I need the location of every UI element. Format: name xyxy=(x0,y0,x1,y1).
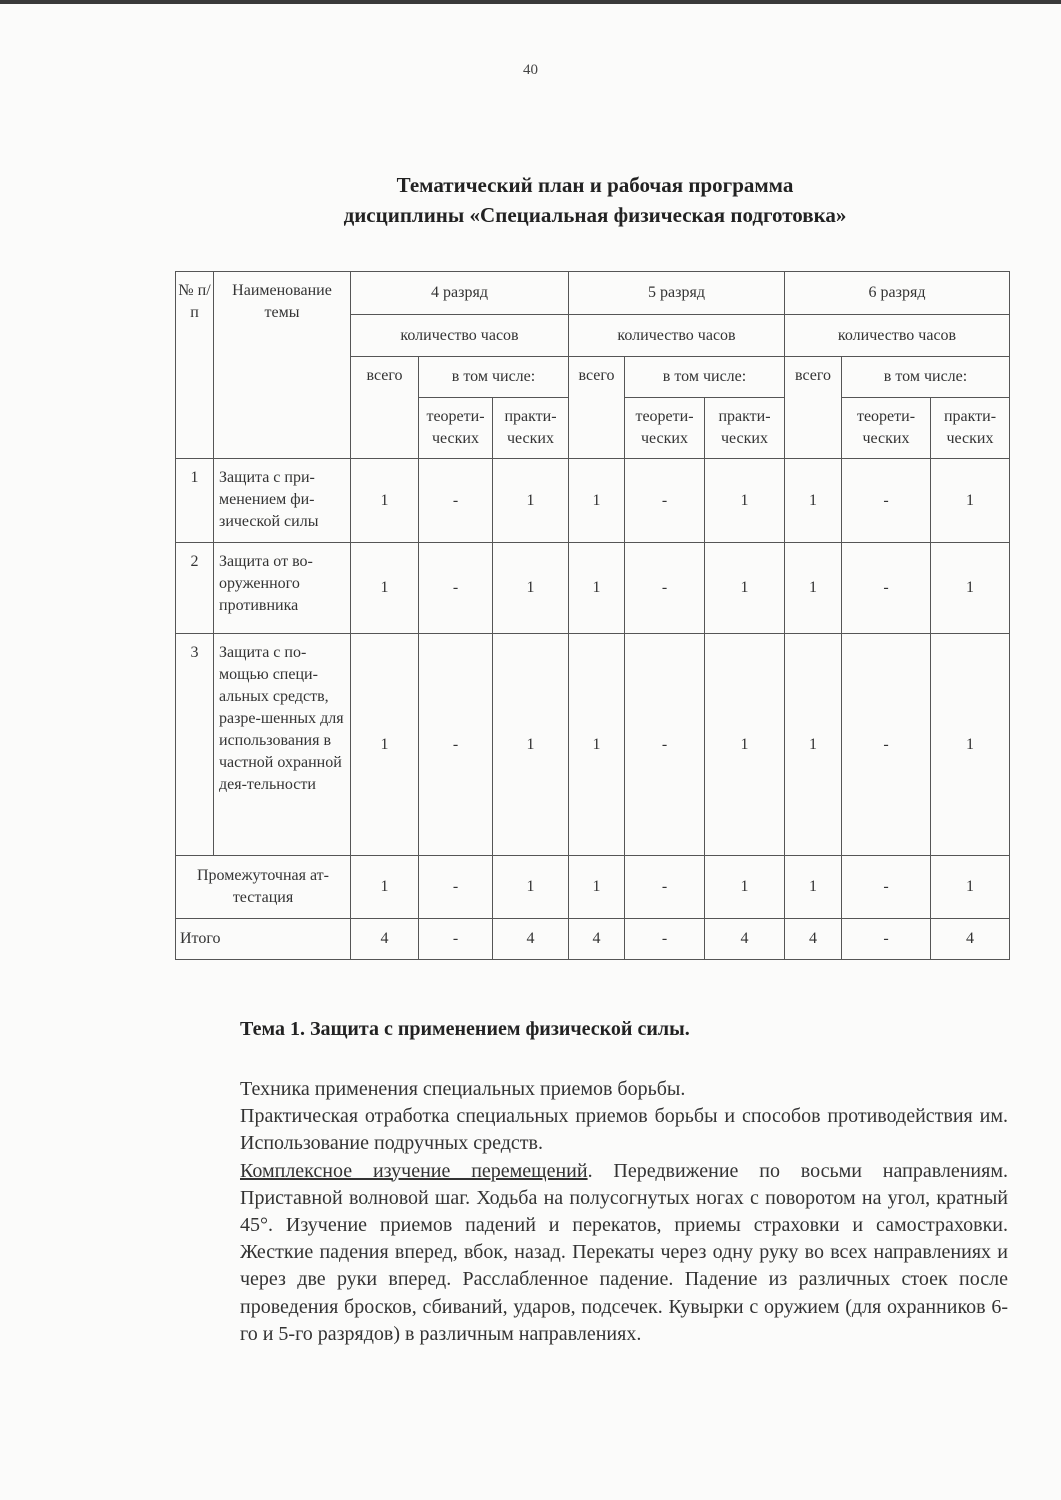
cell-value: 1 xyxy=(493,856,569,919)
cell-value: - xyxy=(625,634,705,856)
thematic-plan-table xyxy=(175,271,1010,960)
header-theory-5: теорети-ческих xyxy=(625,398,705,459)
cell-value: - xyxy=(842,459,931,543)
cell-value: - xyxy=(625,919,705,960)
cell-value: 4 xyxy=(351,919,419,960)
header-theory-6: теорети-ческих xyxy=(842,398,931,459)
header-total-6: всего xyxy=(785,357,842,459)
total-label: Итого xyxy=(176,919,351,960)
cell-value: 1 xyxy=(351,543,419,634)
row-num: 3 xyxy=(176,634,214,856)
cell-value: - xyxy=(419,856,493,919)
cell-value: 4 xyxy=(569,919,625,960)
cell-value: 1 xyxy=(569,856,625,919)
header-hours-6: количество часов xyxy=(785,315,1010,357)
cell-value: - xyxy=(625,459,705,543)
cell-value: 1 xyxy=(569,543,625,634)
cell-value: 1 xyxy=(569,634,625,856)
cell-value: - xyxy=(842,919,931,960)
cell-value: 1 xyxy=(705,459,785,543)
intermediate-label: Промежуточная ат-тестация xyxy=(176,856,351,919)
header-total-4: всего xyxy=(351,357,419,459)
header-grade-4: 4 разряд xyxy=(351,272,569,315)
cell-value: - xyxy=(842,856,931,919)
header-grade-6: 6 разряд xyxy=(785,272,1010,315)
cell-value: 1 xyxy=(493,459,569,543)
table-row xyxy=(176,634,1010,856)
table-row xyxy=(176,459,1010,543)
cell-value: 1 xyxy=(705,634,785,856)
section-body xyxy=(240,1076,1008,1348)
paragraph-1: Техника применения специальных приемов борьбы. xyxy=(240,1078,686,1100)
header-theory-4: теорети-ческих xyxy=(419,398,493,459)
section-heading: Тема 1. Защита с применением физической силы. xyxy=(240,1018,690,1040)
document-title xyxy=(0,170,1061,230)
title-line-1: Тематический план и рабочая программа xyxy=(396,173,794,197)
scan-top-border xyxy=(0,0,1061,4)
header-total-5: всего xyxy=(569,357,625,459)
cell-value: 1 xyxy=(785,856,842,919)
intermediate-row xyxy=(176,856,1010,919)
paragraph-2: Практическая отработка специальных приемов борьбы и способов противодействия им. Использование подручных средств. xyxy=(240,1105,1008,1155)
header-including-4: в том числе: xyxy=(419,357,569,398)
cell-value: 1 xyxy=(351,459,419,543)
paragraph-3-underlined: Комплексное изучение перемещений xyxy=(240,1159,588,1182)
cell-value: 1 xyxy=(785,543,842,634)
cell-value: 1 xyxy=(931,856,1010,919)
total-row xyxy=(176,919,1010,960)
cell-value: 1 xyxy=(569,459,625,543)
header-topic-name: Наименование темы xyxy=(214,272,351,459)
header-row-grades xyxy=(176,272,1010,315)
row-topic: Защита с по-мощью специ-альных средств, разре-шенных для использования в частной охранной дея-тельности xyxy=(214,634,351,856)
cell-value: - xyxy=(419,919,493,960)
cell-value: - xyxy=(419,543,493,634)
cell-value: 4 xyxy=(785,919,842,960)
header-practice-5: практи-ческих xyxy=(705,398,785,459)
header-hours-4: количество часов xyxy=(351,315,569,357)
row-topic: Защита от во-оруженного противника xyxy=(214,543,351,634)
cell-value: 4 xyxy=(931,919,1010,960)
page-number: 40 xyxy=(523,62,538,78)
cell-value: 1 xyxy=(931,634,1010,856)
header-grade-5: 5 разряд xyxy=(569,272,785,315)
cell-value: 4 xyxy=(705,919,785,960)
row-num: 2 xyxy=(176,543,214,634)
header-including-6: в том числе: xyxy=(842,357,1010,398)
cell-value: 1 xyxy=(931,459,1010,543)
cell-value: 1 xyxy=(785,634,842,856)
cell-value: 1 xyxy=(493,634,569,856)
cell-value: - xyxy=(419,634,493,856)
row-num: 1 xyxy=(176,459,214,543)
cell-value: 1 xyxy=(785,459,842,543)
cell-value: - xyxy=(419,459,493,543)
header-including-5: в том числе: xyxy=(625,357,785,398)
header-practice-6: практи-ческих xyxy=(931,398,1010,459)
header-hours-5: количество часов xyxy=(569,315,785,357)
cell-value: - xyxy=(842,634,931,856)
paragraph-3 xyxy=(240,1158,1008,1348)
title-line-2: дисциплины «Специальная физическая подготовка» xyxy=(343,203,847,227)
cell-value: 1 xyxy=(705,543,785,634)
cell-value: 1 xyxy=(351,634,419,856)
header-num: № п/п xyxy=(176,272,214,459)
row-topic: Защита с при-менением фи-зической силы xyxy=(214,459,351,543)
cell-value: - xyxy=(625,543,705,634)
table-row xyxy=(176,543,1010,634)
cell-value: 1 xyxy=(705,856,785,919)
cell-value: - xyxy=(625,856,705,919)
cell-value: 1 xyxy=(931,543,1010,634)
cell-value: 1 xyxy=(493,543,569,634)
cell-value: 1 xyxy=(351,856,419,919)
cell-value: 4 xyxy=(493,919,569,960)
header-practice-4: практи-ческих xyxy=(493,398,569,459)
paragraph-3-text: . Передвижение по восьми направлениям. Приставной волновой шаг. Ходьба на полусогнутых ногах с поворотом на угол, кратный 45°. Изучение приемов падений и перекатов, приемы страховки и самостраховки. Жесткие падения вперед, вбок, назад. Перекаты через одну руку во всех направлениях и через две руки вперед. Расслабленное падение. Падение из различных стоек после проведения бросков, сбиваний, ударов, подсечек. Кувырки с оружием (для охранников 6-го и 5-го разрядов) в различным направлениях. xyxy=(240,1159,1008,1345)
cell-value: - xyxy=(842,543,931,634)
